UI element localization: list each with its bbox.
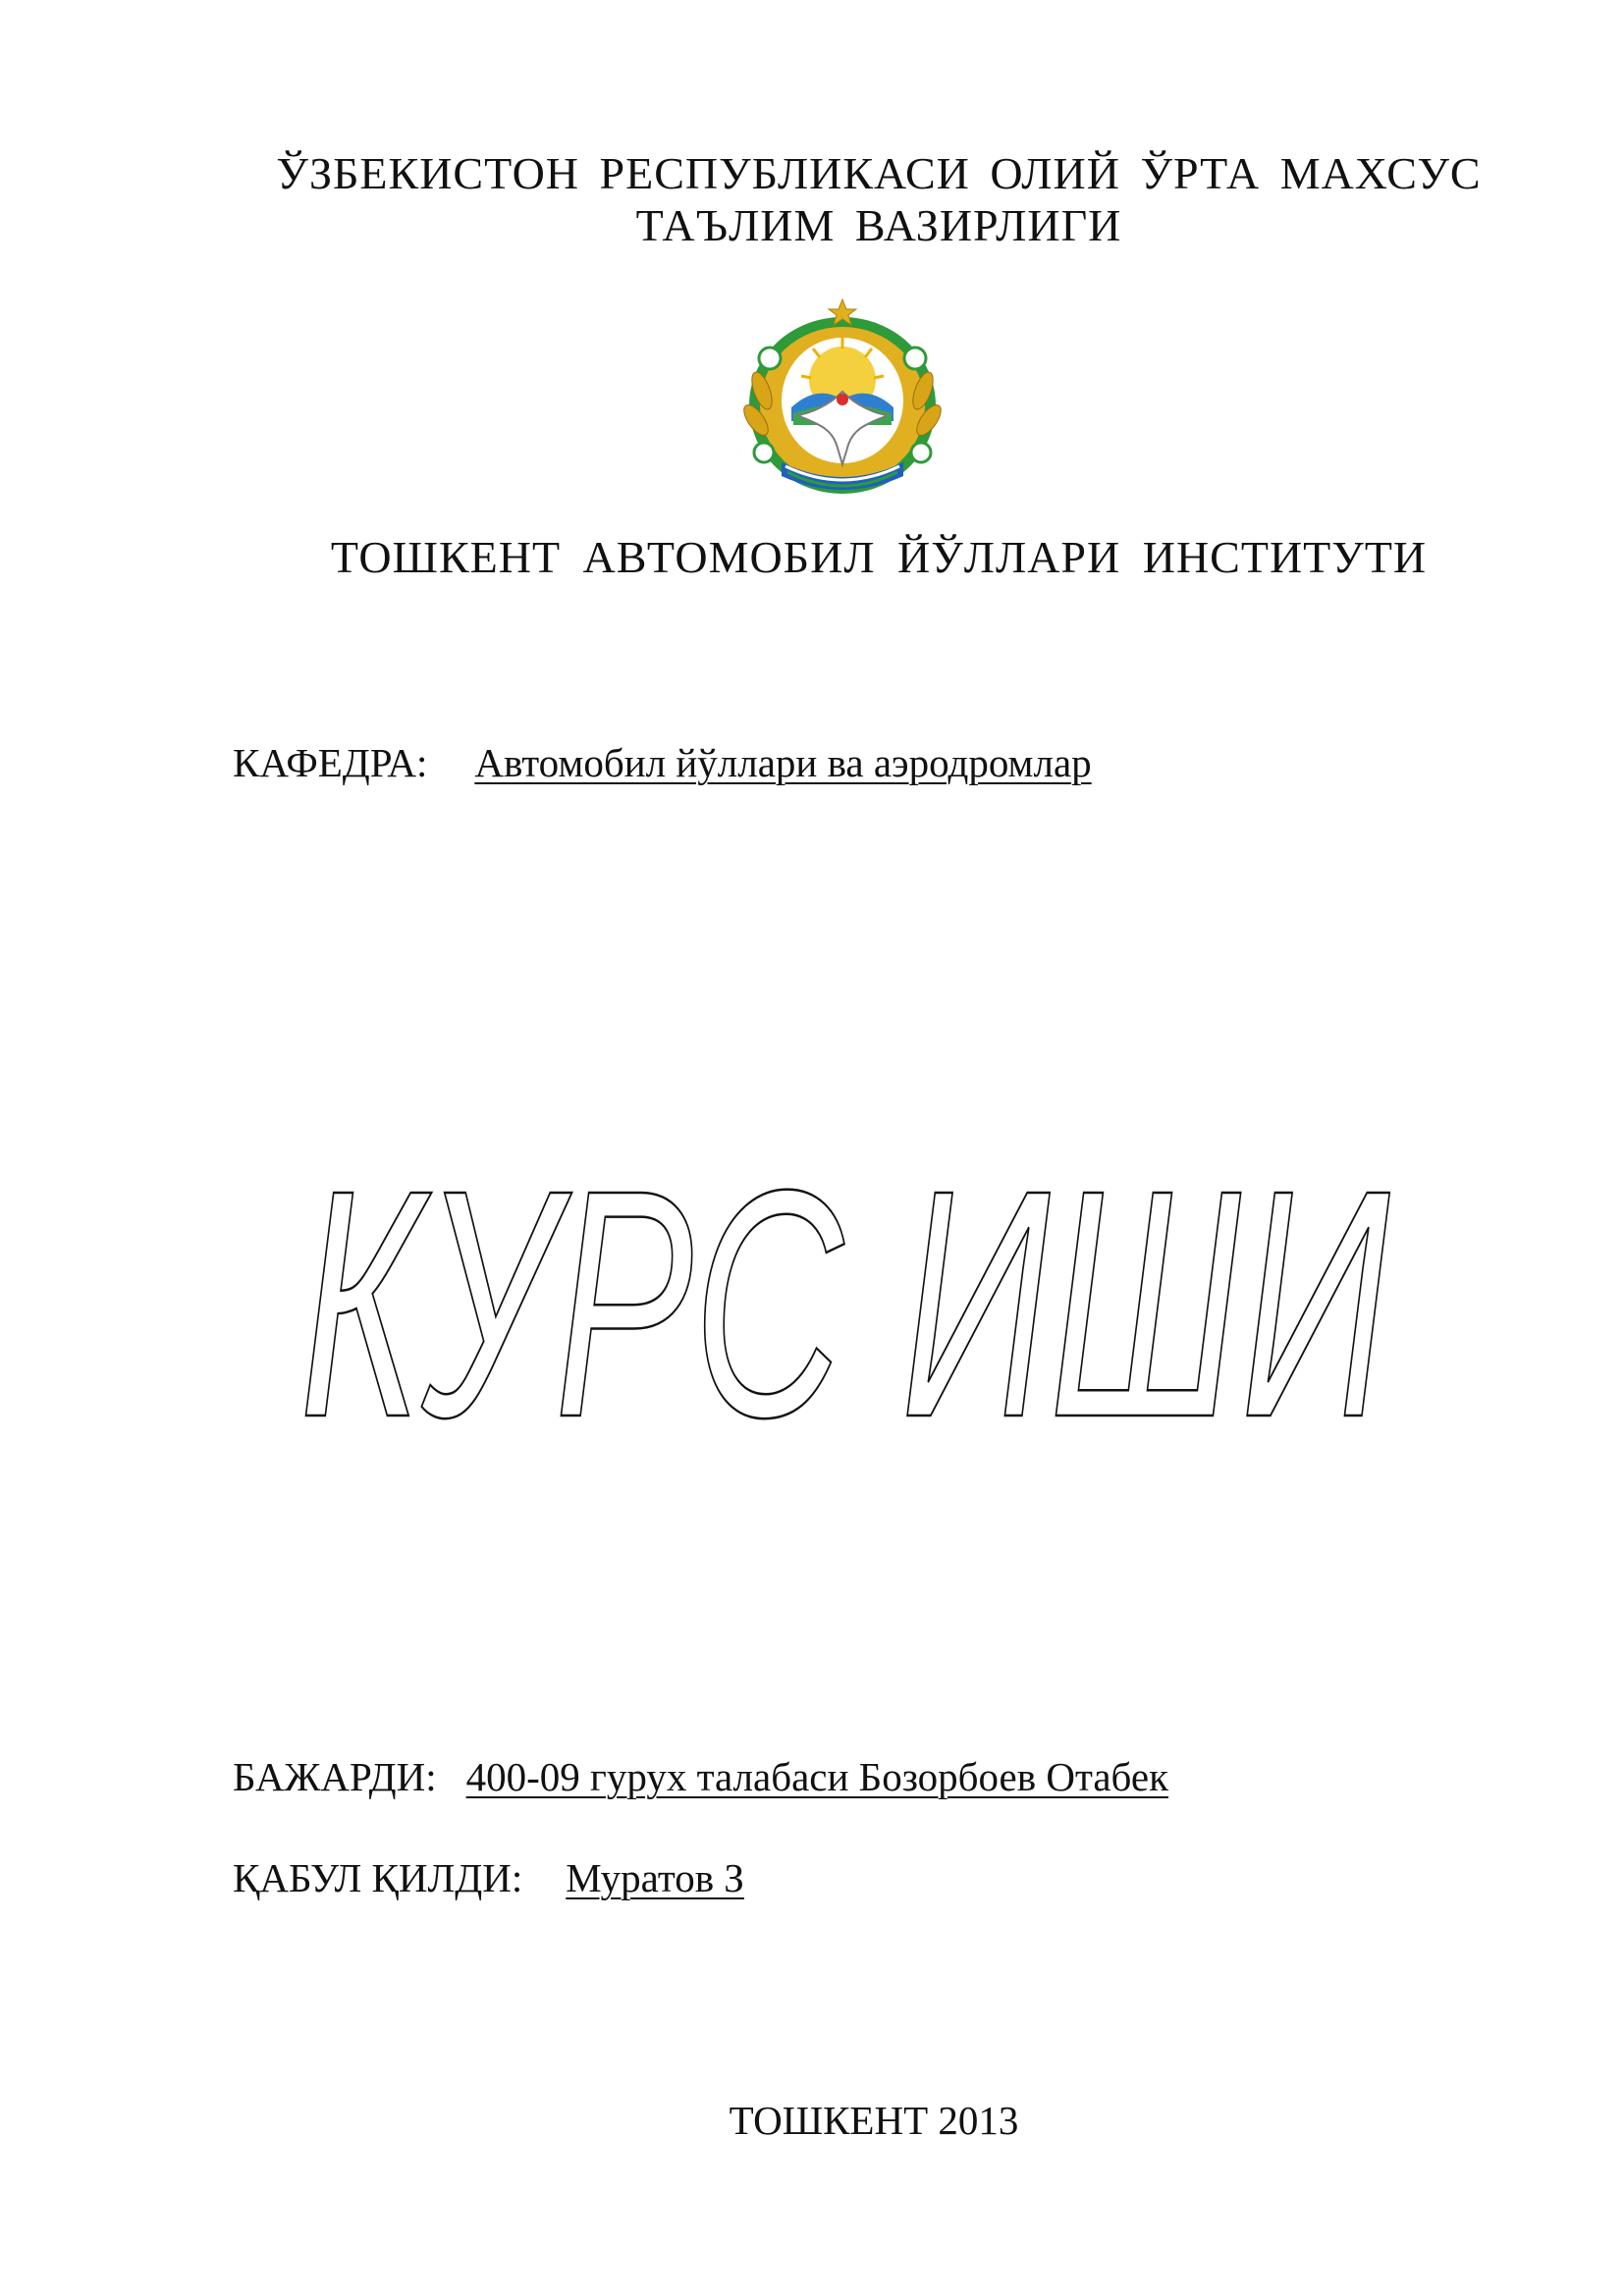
document-title-text: КУРС ИШИ: [299, 1139, 1390, 1443]
performed-by-value: 400-09 гурух талабаси Бозорбоев Отабек: [465, 1754, 1168, 1799]
department-line: [233, 738, 1092, 787]
ministry-line-1: ЎЗБЕКИСТОН РЕСПУБЛИКАСИ ОЛИЙ ЎРТА МАХСУС: [276, 148, 1482, 198]
department-label: КАФЕДРА:: [233, 740, 428, 785]
uzbekistan-coat-of-arms-icon: [734, 297, 950, 499]
accepted-by-label: ҚАБУЛ ҚИЛДИ:: [233, 1855, 523, 1900]
performed-by-label: БАЖАРДИ:: [233, 1754, 437, 1799]
accepted-by-value: Муратов З: [566, 1855, 744, 1900]
accepted-by-line: [233, 1853, 744, 1902]
city-year: ТОШКЕНТ 2013: [729, 2098, 1019, 2143]
department-value: Автомобил йўллари ва аэродромлар: [474, 740, 1092, 785]
ministry-heading: [236, 147, 1522, 251]
document-title: [275, 1139, 1414, 1443]
ministry-line-2: ТАЪЛИМ ВАЗИРЛИГИ: [635, 200, 1122, 250]
performed-by-line: [233, 1752, 1168, 1801]
institute-name: ТОШКЕНТ АВТОМОБИЛ ЙЎЛЛАРИ ИНСТИТУТИ: [330, 532, 1428, 582]
